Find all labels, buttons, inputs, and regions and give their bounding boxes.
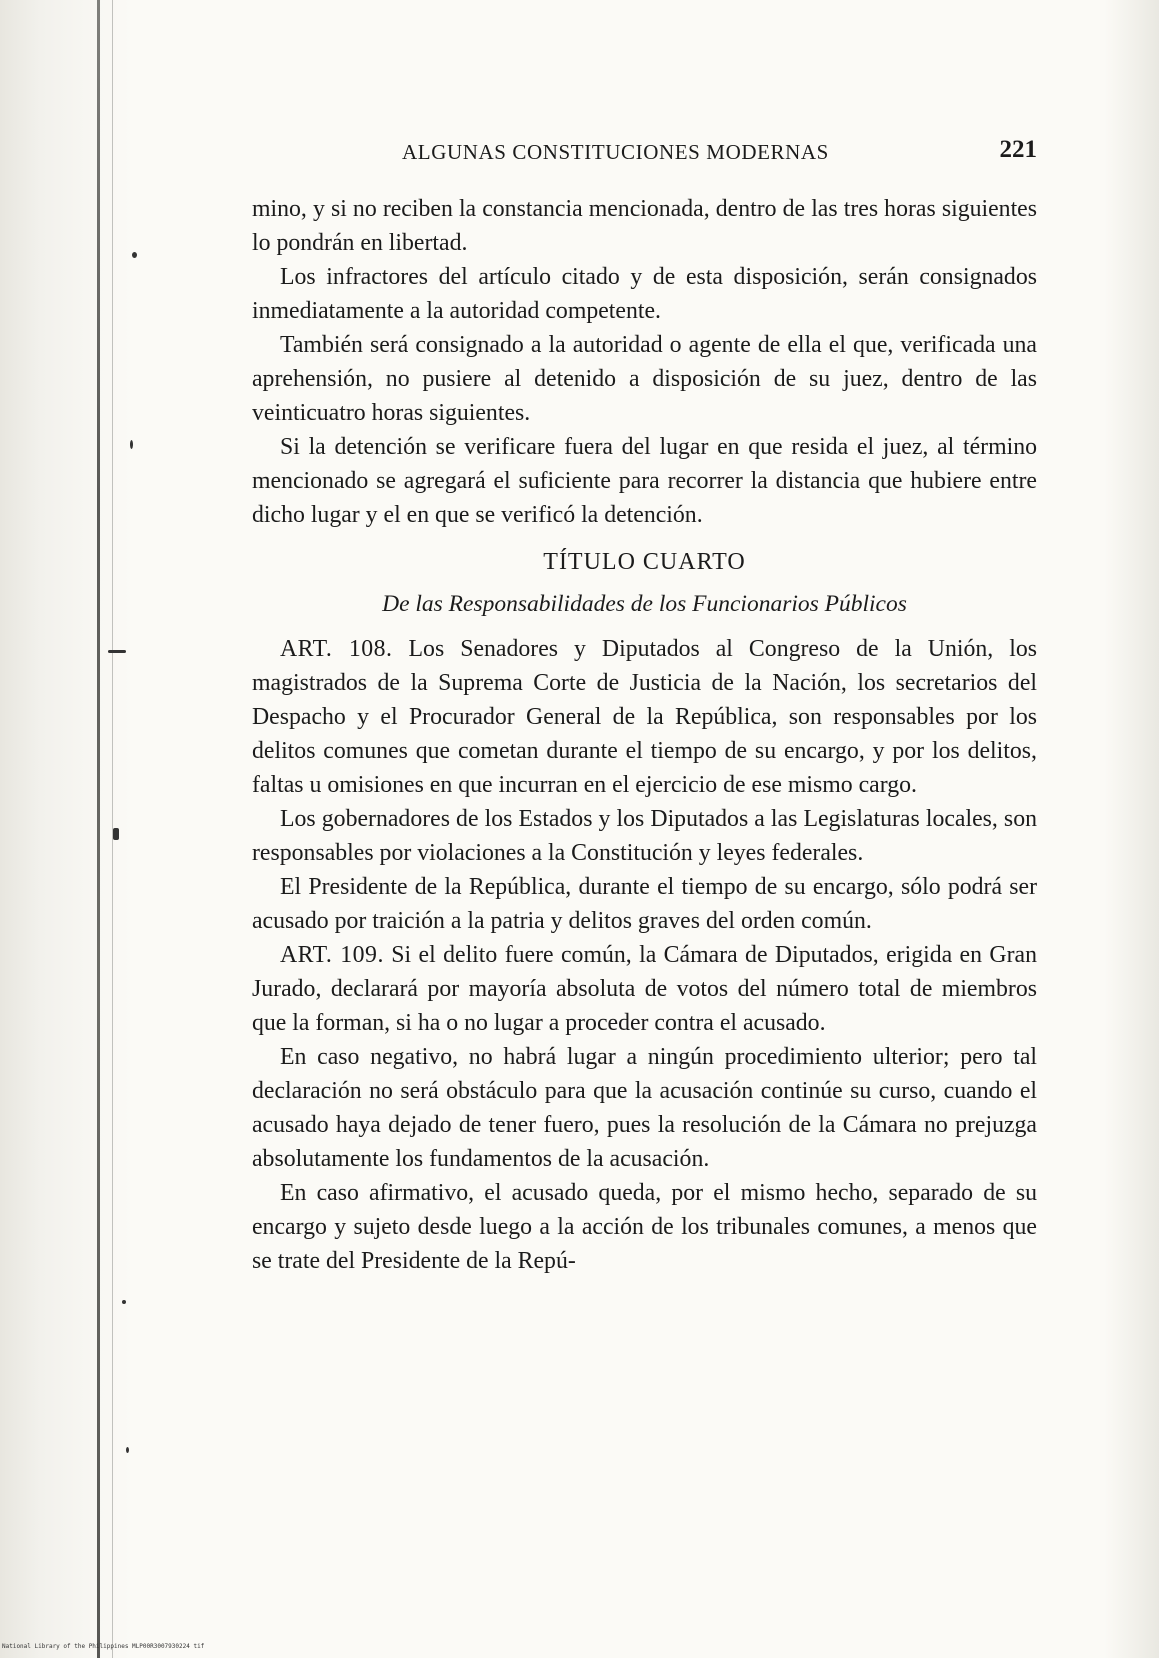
paragraph-text: Los gobernadores de los Estados y los Diputados a las Legislaturas locales, son responsables por violaciones a la Constitución y leyes federales.	[252, 806, 1037, 866]
paragraph-text: En caso afirmativo, el acusado queda, por el mismo hecho, separado de su encargo y sujeto desde luego a la acción de los tribunales comunes, a menos que se trate del Presidente de la Repú-	[252, 1180, 1037, 1274]
paragraph-text: En caso negativo, no habrá lugar a ningún procedimiento ulterior; pero tal declaración no será obstáculo para que la acusación continúe su curso, cuando el acusado haya dejado de tener fuero, pues la resolución de la Cámara no prejuzga absolutamente los fundamentos de la acusación.	[252, 1044, 1037, 1172]
article-label: ART. 109.	[280, 942, 384, 968]
scan-speck	[122, 1300, 126, 1304]
scan-footer-note: National Library of the Philippines MLP00R3007930224 tif	[2, 1643, 205, 1650]
scan-speck	[132, 252, 137, 258]
paragraph-text: También será consignado a la autoridad o agente de ella el que, verificada una aprehensión, no pusiere al detenido a disposición de su juez, dentro de las veinticuatro horas siguientes.	[252, 332, 1037, 426]
page-right-edge	[1104, 0, 1159, 1658]
paragraph	[252, 328, 1037, 430]
scan-speck	[113, 828, 119, 840]
binding-shadow-line	[97, 0, 100, 1658]
paragraph-text: Los Senadores y Diputados al Congreso de la Unión, los magistrados de la Suprema Corte de Justicia de la Nación, los secretarios del Despacho y el Procurador General de la República, son responsables por los delitos comunes que cometan durante el tiempo de su encargo, y por los delitos, faltas u omisiones en que incurran en el ejercicio de ese mismo cargo.	[252, 636, 1037, 798]
paragraph	[252, 430, 1037, 532]
paragraph	[252, 260, 1037, 328]
running-title: ALGUNAS CONSTITUCIONES MODERNAS	[402, 140, 829, 164]
paragraph	[252, 192, 1037, 260]
paragraph	[252, 870, 1037, 938]
scan-speck	[126, 1447, 129, 1453]
section-title: TÍTULO CUARTO	[543, 549, 746, 575]
section-subtitle: De las Responsabilidades de los Funcionarios Públicos	[382, 591, 907, 617]
scan-speck	[108, 650, 126, 653]
article-paragraph	[252, 632, 1037, 802]
article-label: ART. 108.	[280, 636, 393, 662]
paragraph-text: Si el delito fuere común, la Cámara de Diputados, erigida en Gran Jurado, declarará por mayoría absoluta de votos del número total de miembros que la forman, si ha o no lugar a proceder contra el acusado.	[252, 942, 1037, 1036]
body-text	[252, 192, 1037, 1278]
page-number: 221	[999, 136, 1037, 163]
paragraph	[252, 802, 1037, 870]
paragraph	[252, 1040, 1037, 1176]
paragraph-text: Si la detención se verificare fuera del lugar en que resida el juez, al término mencionado se agregará el suficiente para recorrer la distancia que hubiere entre dicho lugar y el en que se verificó la detención.	[252, 434, 1037, 528]
article-paragraph	[252, 938, 1037, 1040]
scan-speck	[130, 440, 133, 449]
paragraph-text: El Presidente de la República, durante el tiempo de su encargo, sólo podrá ser acusado por traición a la patria y delitos graves del orden común.	[252, 874, 1037, 934]
page-header	[252, 136, 1037, 176]
paragraph-text: Los infractores del artículo citado y de esta disposición, serán consignados inmediatamente a la autoridad competente.	[252, 264, 1037, 324]
paragraph	[252, 1176, 1037, 1278]
paragraph-text: mino, y si no reciben la constancia mencionada, dentro de las tres horas siguientes lo pondrán en libertad.	[252, 196, 1037, 256]
